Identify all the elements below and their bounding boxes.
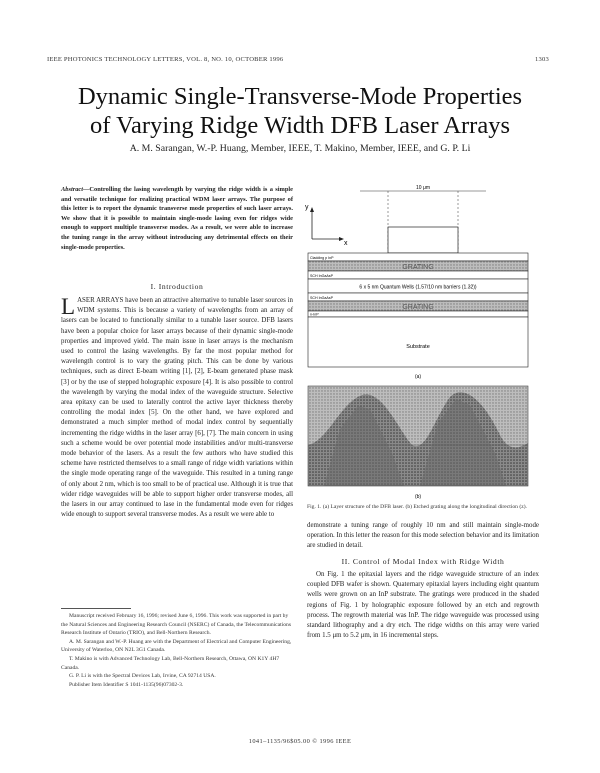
figure-label-a: (a)	[414, 374, 422, 380]
footnotes	[61, 612, 293, 689]
intro-text: ASER ARRAYS have been an attractive alternative to tunable laser sources in WDM systems. This is because a variety of wavelengths from an array of lasers can be located to functionally similar to a tunable laser source. DFB lasers have been a popular choice for laser arrays because of their dynamic single-mode properties and improved yield. The main issue in laser arrays is the mechanism used to control the lasing wavelengths. By far the most popular method for wavelength control is to vary the grating pitch. This can be done by various techniques, such as direct E-beam writing [1], [2], E-beam generated phase mask [3] or by the use of stepped holographic exposure [4]. It is also possible to control the wavelength by varying the modal index of the waveguide structure. Selective area epitaxy can be used to laterally control the active layer thickness thereby controlling the modal index [5]. On the other hand, we have explored and demonstrated a much simpler method of modal index control by sequentially incrementing the ridge widths in the laser array [6], [7]. The main concern in using such a scheme would be over potential mode instabilities and/or multi-transverse mode behavior of the lasers. As a result the few authors who have studied this scheme have restricted themselves to a small range of ridge width variations within the single mode operating range of the waveguide. This resulted in a tuning range of only about 2 nm, which is too small to be of practical use. Although it is true that wider ridge waveguides will be able to support higher order transverse modes, all the lasers in our array continued to lase in the fundamental mode even for ridges wide enough to support several transverse modes. As a result we were able to	[61, 297, 293, 519]
lower-grating-label: GRATING	[402, 304, 434, 311]
substrate-label: Substrate	[406, 344, 430, 350]
intro-heading: I. Introduction	[150, 282, 204, 291]
upper-grating-label: GRATING	[402, 264, 434, 271]
figure-caption: Fig. 1. (a) Layer structure of the DFB laser. (b) Etched grating along the longitudinal direction (z).	[307, 504, 527, 510]
grating-image	[308, 386, 528, 486]
copyright-footer: 1041–1135/96$05.00 © 1996 IEEE	[248, 738, 352, 745]
layer-label-sch-upper: SCH InGaAsP	[310, 274, 333, 278]
figure-label-b: (b)	[414, 494, 422, 500]
footnote-affiliation-2: T. Makino is with Advanced Technology Lab, Bell-Northern Research, Ottawa, ON K1Y 4H7 Canada.	[61, 655, 280, 671]
section-2-heading: II. Control of Modal Index with Ridge Width	[341, 557, 505, 566]
footnote-affiliation-1: A. M. Sarangan and W.-P. Huang are with the Department of Electrical and Computer Engineering, University of Waterloo, ON N2L 3G1 Canada.	[61, 638, 292, 654]
layer-label-cladding: Cladding p InP	[310, 256, 334, 260]
intro-body	[61, 296, 293, 520]
footnote-affiliation-3: G. P. Li is with the Spectral Devices Lab, Irvine, CA 92714 USA.	[69, 673, 216, 680]
abstract-text: Controlling the lasing wavelength by varying the ridge width is a simple and versatile technique for realizing practical WDM laser arrays. The purpose of this letter is to report the dynamic transverse mode properties of such laser arrays. We show that it is possible to maintain single-mode lasing even for ridges wide enough to support multiple transverse modes. As a result, we were able to increase the tuning range in the array without introducing any detrimental effects on their single-mode properties.	[61, 186, 293, 251]
footnote-rule	[61, 608, 131, 609]
intro-continuation: demonstrate a tuning range of roughly 10 nm and still maintain single-mode operation. In this letter the reason for this mode selection behavior and its limitation are studied in detail.	[307, 522, 539, 550]
axis-y-label: y	[305, 204, 309, 211]
page-number: 1303	[535, 56, 549, 63]
footnote-identifier: Publisher Item Identifier S 1041-1135(96)07302-3.	[69, 681, 184, 688]
footnote-manuscript: Manuscript received February 16, 1996; revised June 6, 1996. This work was supported in part by the Natural Sciences and Engineering Research Council (NSERC) of Canada, the Telecommunications Research Institute of Ontario (TRIO), and Bell-Northern Research.	[61, 613, 292, 637]
layer-label-sch-lower: SCH InGaAsP	[310, 296, 333, 300]
abstract-lead: Abstract—	[61, 186, 90, 193]
journal-header: IEEE PHOTONICS TECHNOLOGY LETTERS, VOL. 8, NO. 10, OCTOBER 1996	[47, 56, 284, 63]
ridge	[388, 227, 458, 253]
figure-1	[300, 183, 550, 501]
width-label: 10 μm	[416, 185, 430, 191]
section-2-body	[307, 570, 539, 641]
axes-icon	[310, 207, 344, 241]
layer-label-ninp: n-InP	[310, 312, 319, 317]
title-line-2: of Varying Ridge Width DFB Laser Arrays	[89, 112, 510, 139]
axis-x-label: x	[344, 240, 348, 247]
title-line-1: Dynamic Single-Transverse-Mode Properties	[77, 83, 523, 110]
mqw-label: 6 x 5 nm Quantum Wells (1.57/10 nm barriers (1.32))	[359, 284, 477, 291]
author-list: A. M. Sarangan, W.-P. Huang, Member, IEEE, T. Makino, Member, IEEE, and G. P. Li	[129, 143, 471, 154]
drop-cap: L	[61, 294, 76, 319]
paper-title	[0, 82, 600, 140]
abstract	[61, 185, 293, 252]
section-2-text: On Fig. 1 the epitaxial layers and the ridge waveguide structure of an index coupled DFB wafer is shown. Quaternary epitaxial layers including eight quantum wells were grown on an InP substrate. The gratings were produced in the shaded regions of Fig. 1 by holographic exposure followed by an etch and regrowth process. The regrowth material was InP. The ridge waveguide was processed using standard lithography and a dry etch. The ridge widths on this array were varied from 1.5 μm to 5.2 μm, in 16 incremental steps.	[307, 571, 539, 640]
